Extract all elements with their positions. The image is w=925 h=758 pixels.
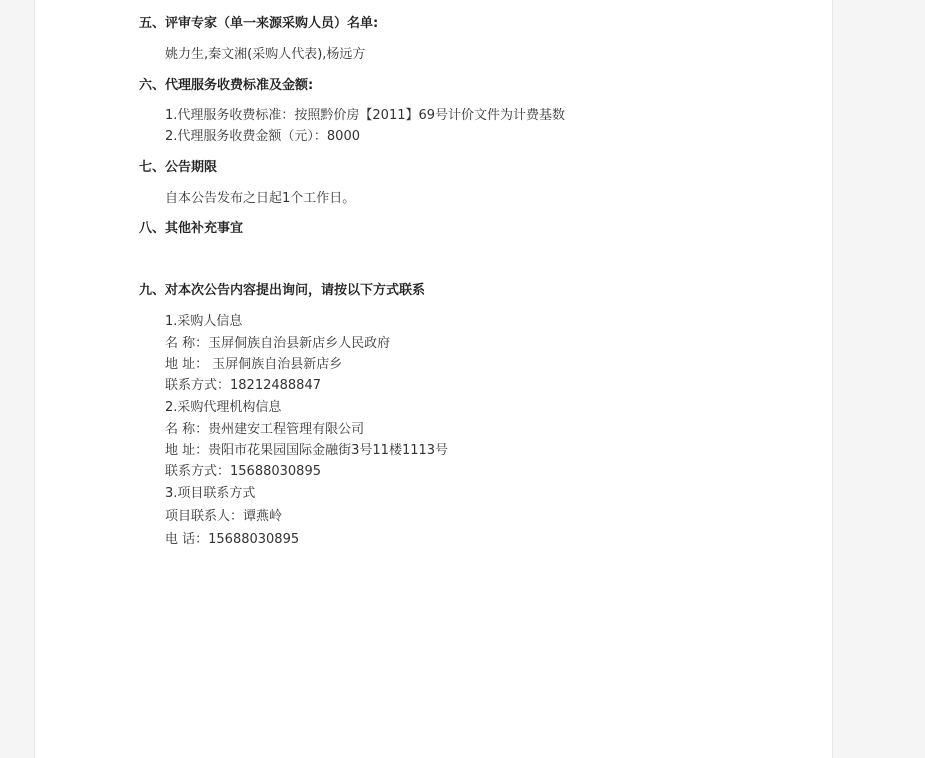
agency-name: 名 称：贵州建安工程管理有限公司 bbox=[165, 422, 365, 437]
purchaser-info-title: 1.采购人信息 bbox=[165, 314, 243, 329]
section-7-line-1: 自本公告发布之日起1个工作日。 bbox=[165, 191, 356, 206]
document-page bbox=[34, 0, 833, 758]
project-contact-person: 项目联系人：谭燕岭 bbox=[165, 509, 283, 524]
project-contact-phone: 电 话：15688030895 bbox=[165, 532, 300, 547]
agency-info-title: 2.采购代理机构信息 bbox=[165, 400, 282, 415]
purchaser-contact: 联系方式：18212488847 bbox=[165, 378, 321, 393]
purchaser-name: 名 称：玉屏侗族自治县新店乡人民政府 bbox=[165, 336, 391, 351]
section-6-line-1: 1.代理服务收费标准：按照黔价房【2011】69号计价文件为计费基数 bbox=[165, 108, 566, 123]
purchaser-address: 地 址： 玉屏侗族自治县新店乡 bbox=[165, 357, 343, 372]
section-8-heading: 八、其他补充事宜 bbox=[139, 221, 244, 236]
section-5-heading: 五、评审专家（单一来源采购人员）名单: bbox=[139, 16, 379, 31]
section-9-heading: 九、对本次公告内容提出询问，请按以下方式联系 bbox=[139, 283, 426, 298]
section-6-heading: 六、代理服务收费标准及金额: bbox=[139, 78, 314, 93]
section-6-line-2: 2.代理服务收费金额（元）：8000 bbox=[165, 129, 360, 144]
project-contact-title: 3.项目联系方式 bbox=[165, 486, 256, 501]
agency-contact: 联系方式：15688030895 bbox=[165, 464, 321, 479]
section-5-line-1: 姚力生,秦文湘(采购人代表),杨远方 bbox=[165, 47, 366, 62]
section-7-heading: 七、公告期限 bbox=[139, 160, 218, 175]
agency-address: 地 址：贵阳市花果园国际金融街3号11楼1113号 bbox=[165, 443, 449, 458]
